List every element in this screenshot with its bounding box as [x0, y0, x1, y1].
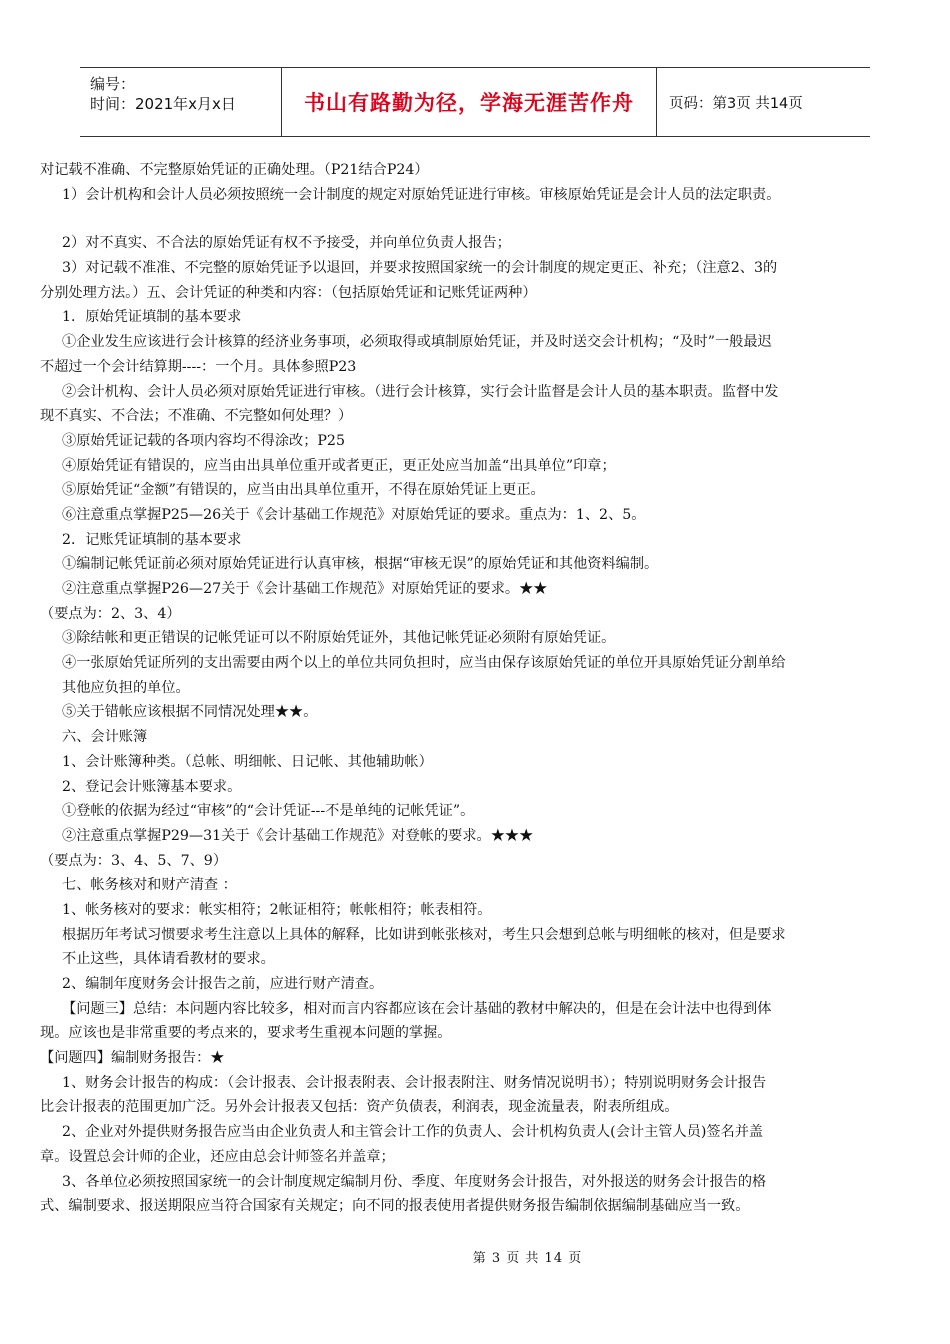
text-line: 分别处理方法。）五、会计凭证的种类和内容：（包括原始凭证和记账凭证两种） [40, 284, 537, 301]
text-line: 不超过一个会计结算期----：一个月。具体参照P23 [40, 358, 357, 375]
text-line: ①登帐的依据为经过“审核”的“会计凭证---不是单纯的记帐凭证”。 [62, 803, 475, 820]
text-line: 现不真实、不合法；不准确、不完整如何处理？） [40, 408, 353, 425]
text-line: （要点为：2、3、4） [40, 605, 181, 622]
text-line: ⑤原始凭证“金额”有错误的，应当由出具单位重开，不得在原始凭证上更正。 [62, 482, 545, 499]
text-line: 1．原始凭证填制的基本要求 [62, 309, 242, 326]
page-footer: 第 3 页 共 14 页 [472, 1251, 583, 1266]
header-page-info: 页码：第3页 共14页 [669, 95, 803, 112]
text-line: ②注意重点掌握P26—27关于《会计基础工作规范》对原始凭证的要求。★★ [62, 581, 548, 597]
text-line: 2、企业对外提供财务报告应当由企业负责人和主管会计工作的负责人、会计机构负责人(会计主管人员)签名并盖 [62, 1124, 764, 1141]
text-line: ④原始凭证有错误的，应当由出具单位重开或者更正，更正处应当加盖“出具单位”印章； [62, 457, 616, 474]
text-line: 2．记账凭证填制的基本要求 [62, 531, 242, 548]
text-line: 3、各单位必须按照国家统一的会计制度规定编制月份、季度、年度财务会计报告，对外报送的财务会计报告的格 [62, 1173, 767, 1190]
text-line: ①编制记帐凭证前必须对原始凭证进行认真审核，根据“审核无误”的原始凭证和其他资料编制。 [62, 556, 659, 573]
text-line: 2）对不真实、不合法的原始凭证有权不予接受，并向单位负责人报告； [62, 235, 511, 252]
text-line: 不止这些，具体请看教材的要求。 [62, 951, 275, 968]
text-line: 式、编制要求、报送期限应当符合国家有关规定；向不同的报表使用者提供财务报告编制依据编制基础应当一致。 [40, 1198, 750, 1215]
text-line: ③除结帐和更正错误的记帐凭证可以不附原始凭证外，其他记帐凭证必须附有原始凭证。 [62, 630, 616, 647]
text-line: 【问题三】总结：本问题内容比较多，相对而言内容都应该在会计基础的教材中解决的，但是在会计法中也得到体 [62, 1000, 772, 1017]
text-line: 1、会计账簿种类。（总帐、明细帐、日记帐、其他辅助帐） [62, 753, 433, 770]
header-motto: 书山有路勤为径，学海无涯苦作舟 [282, 68, 657, 136]
text-line: 1）会计机构和会计人员必须按照统一会计制度的规定对原始凭证进行审核。审核原始凭证是会计人员的法定职责。 [62, 186, 781, 203]
text-line: ①企业发生应该进行会计核算的经济业务事项，必须取得或填制原始凭证，并及时送交会计机构；“及时”一般最迟 [62, 334, 772, 351]
text-line: ④一张原始凭证所列的支出需要由两个以上的单位共同负担时，应当由保存该原始凭证的单位开具原始凭证分割单给 [62, 655, 786, 672]
text-line: 七、帐务核对和财产清查 ： [62, 877, 237, 894]
header-number: 编号： [90, 75, 136, 93]
text-line: ③原始凭证记载的各项内容均不得涂改；P25 [62, 432, 345, 449]
page-header [80, 67, 870, 137]
text-line: ②注意重点掌握P29—31关于《会计基础工作规范》对登帐的要求。★★★ [62, 827, 534, 844]
text-line: （要点为：3、4、5、7、9） [40, 852, 228, 869]
document-body [40, 158, 920, 1219]
text-line: ⑤关于错帐应该根据不同情况处理★★。 [62, 704, 318, 721]
text-line: 其他应负担的单位。 [62, 679, 190, 696]
text-line: 1、帐务核对的要求：帐实相符；2帐证相符；帐帐相符；帐表相符。 [62, 901, 492, 918]
text-line: 3）对记载不准准、不完整的原始凭证予以退回，并要求按照国家统一的会计制度的规定更正、补充；（注意2、3的 [62, 260, 778, 277]
header-meta [80, 68, 282, 136]
text-line: 1、财务会计报告的构成：（会计报表、会计报表附表、会计报表附注、财务情况说明书）；特别说明财务会计报告 [62, 1074, 767, 1091]
text-line: 六、会计账簿 [62, 729, 148, 746]
text-line: 现。应该也是非常重要的考点来的，要求考生重视本问题的掌握。 [40, 1025, 452, 1042]
blank-line [40, 207, 920, 231]
text-line: 2、登记会计账簿基本要求。 [62, 778, 242, 795]
text-line: 2、编制年度财务会计报告之前，应进行财产清查。 [62, 976, 384, 992]
header-date: 时间：2021年x月x日 [90, 95, 236, 113]
text-line: 比会计报表的范围更加广泛。另外会计报表又包括：资产负债表，利润表，现金流量表，附表所组成。 [40, 1099, 679, 1116]
text-line: 章。设置总会计师的企业，还应由总会计师签名并盖章； [40, 1148, 395, 1165]
text-line: 【问题四】编制财务报告：★ [40, 1050, 225, 1067]
text-line: 根据历年考试习惯要求考生注意以上具体的解释，比如讲到帐张核对，考生只会想到总帐与明细帐的核对，但是要求 [62, 926, 786, 943]
text-line: ②会计机构、会计人员必须对原始凭证进行审核。（进行会计核算，实行会计监督是会计人员的基本职责。监督中发 [62, 383, 779, 400]
text-line: ⑥注意重点掌握P25—26关于《会计基础工作规范》对原始凭证的要求。重点为：1、2、5。 [62, 506, 646, 523]
text-line: 对记载不准确、不完整原始凭证的正确处理。（P21结合P24） [40, 162, 429, 178]
